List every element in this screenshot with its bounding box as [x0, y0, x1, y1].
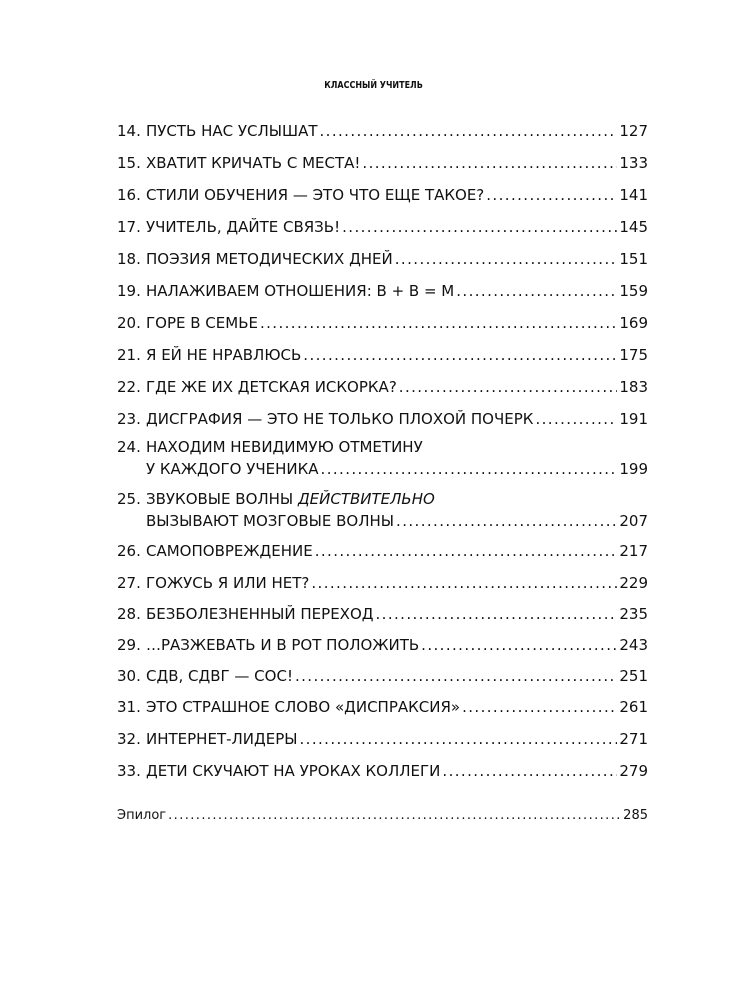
- entry-page: 217: [619, 542, 648, 560]
- toc-entry-20: [117, 312, 648, 334]
- entry-page: 285: [623, 808, 648, 823]
- entry-page: 175: [619, 346, 648, 364]
- leader-dots: [295, 665, 617, 687]
- entry-title: ДИСГРАФИЯ — ЭТО НЕ ТОЛЬКО ПЛОХОЙ ПОЧЕРК: [146, 410, 534, 428]
- leader-dots: [303, 344, 617, 366]
- leader-dots: [486, 184, 617, 206]
- entry-page: 199: [619, 460, 648, 478]
- entry-title: НАХОДИМ НЕВИДИМУЮ ОТМЕТИНУ: [146, 438, 423, 456]
- entry-number: 14.: [117, 122, 141, 140]
- entry-number: 17.: [117, 218, 141, 236]
- toc-entry-14: [117, 120, 648, 142]
- entry-page: 229: [619, 574, 648, 592]
- toc-entry-23: [117, 408, 648, 430]
- entry-page: 141: [619, 186, 648, 204]
- entry-page: 279: [619, 762, 648, 780]
- entry-title: ДЕТИ СКУЧАЮТ НА УРОКАХ КОЛЛЕГИ: [146, 762, 441, 780]
- entry-page: 261: [619, 698, 648, 716]
- leader-dots: [462, 696, 617, 718]
- toc-entry-26: [117, 540, 648, 562]
- entry-page: 183: [619, 378, 648, 396]
- entry-title: …РАЗЖЕВАТЬ И В РОТ ПОЛОЖИТЬ: [146, 636, 420, 654]
- leader-dots: [321, 458, 618, 480]
- entry-number: 23.: [117, 410, 141, 428]
- entry-number: 16.: [117, 186, 141, 204]
- entry-number: 28.: [117, 605, 141, 623]
- entry-title: БЕЗБОЛЕЗНЕННЫЙ ПЕРЕХОД: [146, 605, 374, 623]
- entry-title: Я ЕЙ НЕ НРАВЛЮСЬ: [146, 346, 302, 364]
- entry-page: 169: [619, 314, 648, 332]
- leader-dots: [168, 805, 621, 827]
- toc-entry-epilog: [117, 805, 648, 827]
- leader-dots: [300, 728, 618, 750]
- toc-entry-33: [117, 760, 648, 782]
- entry-number: 32.: [117, 730, 141, 748]
- entry-title: НАЛАЖИВАЕМ ОТНОШЕНИЯ: В + В = М: [146, 282, 455, 300]
- entry-title-emphasis: ДЕЙСТВИТЕЛЬНО: [297, 490, 435, 508]
- entry-page: 251: [619, 667, 648, 685]
- toc-entry-21: [117, 344, 648, 366]
- leader-dots: [395, 248, 618, 270]
- toc-entry-29: [117, 634, 648, 656]
- leader-dots: [342, 216, 617, 238]
- toc-entry-19: [117, 280, 648, 302]
- toc-entry-16: [117, 184, 648, 206]
- entry-number: 30.: [117, 667, 141, 685]
- leader-dots: [442, 760, 617, 782]
- leader-dots: [315, 540, 618, 562]
- entry-page: 271: [619, 730, 648, 748]
- toc-entry-18: [117, 248, 648, 270]
- toc-entry-31: [117, 696, 648, 718]
- entry-title-continued: ВЫЗЫВАЮТ МОЗГОВЫЕ ВОЛНЫ: [146, 512, 395, 530]
- entry-title: УЧИТЕЛЬ, ДАЙТЕ СВЯЗЬ!: [146, 218, 341, 236]
- entry-title: ГОРЕ В СЕМЬЕ: [146, 314, 258, 332]
- entry-page: 159: [619, 282, 648, 300]
- toc-entry-24: [117, 436, 648, 480]
- entry-number: 15.: [117, 154, 141, 172]
- entry-title: СТИЛИ ОБУЧЕНИЯ — ЭТО ЧТО ЕЩЕ ТАКОЕ?: [146, 186, 485, 204]
- toc-entry-22: [117, 376, 648, 398]
- entry-title: ПУСТЬ НАС УСЛЫШАТ: [146, 122, 318, 140]
- entry-number: 24.: [117, 438, 141, 456]
- leader-dots: [456, 280, 617, 302]
- entry-page: 235: [619, 605, 648, 623]
- entry-title: ПОЭЗИЯ МЕТОДИЧЕСКИХ ДНЕЙ: [146, 250, 393, 268]
- entry-page: 191: [619, 410, 648, 428]
- entry-page: 243: [619, 636, 648, 654]
- toc-entry-32: [117, 728, 648, 750]
- entry-page: 145: [619, 218, 648, 236]
- entry-number: 29.: [117, 636, 141, 654]
- leader-dots: [421, 634, 617, 656]
- entry-title: ЭТО СТРАШНОЕ СЛОВО «ДИСПРАКСИЯ»: [146, 698, 461, 716]
- entry-page: 151: [619, 250, 648, 268]
- entry-number: 31.: [117, 698, 141, 716]
- entry-title: ГОЖУСЬ Я ИЛИ НЕТ?: [146, 574, 310, 592]
- entry-page: 127: [619, 122, 648, 140]
- entry-title: Эпилог: [117, 808, 167, 823]
- entry-number: 25.: [117, 490, 141, 508]
- toc-entry-27: [117, 572, 648, 594]
- entry-number: 27.: [117, 574, 141, 592]
- entry-title: СДВ, СДВГ — СОС!: [146, 667, 293, 685]
- entry-title: ИНТЕРНЕТ-ЛИДЕРЫ: [146, 730, 298, 748]
- entry-title: ГДЕ ЖЕ ИХ ДЕТСКАЯ ИСКОРКА?: [146, 378, 397, 396]
- entry-title: [146, 488, 435, 510]
- toc-entry-17: [117, 216, 648, 238]
- entry-title: САМОПОВРЕЖДЕНИЕ: [146, 542, 313, 560]
- entry-title-part: ЗВУКОВЫЕ ВОЛНЫ: [146, 490, 298, 508]
- entry-number: 20.: [117, 314, 141, 332]
- leader-dots: [320, 120, 618, 142]
- toc-entry-30: [117, 665, 648, 687]
- entry-number: 19.: [117, 282, 141, 300]
- entry-page: 207: [619, 512, 648, 530]
- toc-entry-15: [117, 152, 648, 174]
- leader-dots: [260, 312, 617, 334]
- entry-page: 133: [619, 154, 648, 172]
- entry-number: 22.: [117, 378, 141, 396]
- leader-dots: [311, 572, 617, 594]
- entry-number: 21.: [117, 346, 141, 364]
- running-header: КЛАССНЫЙ УЧИТЕЛЬ: [324, 80, 423, 91]
- entry-title: ХВАТИТ КРИЧАТЬ С МЕСТА!: [146, 154, 361, 172]
- leader-dots: [396, 510, 617, 532]
- entry-number: 18.: [117, 250, 141, 268]
- entry-title-continued: У КАЖДОГО УЧЕНИКА: [146, 460, 319, 478]
- leader-dots: [375, 603, 617, 625]
- leader-dots: [362, 152, 617, 174]
- entry-number: 33.: [117, 762, 141, 780]
- leader-dots: [535, 408, 617, 430]
- leader-dots: [399, 376, 618, 398]
- toc-entry-25: [117, 488, 648, 532]
- entry-number: 26.: [117, 542, 141, 560]
- toc-entry-28: [117, 603, 648, 625]
